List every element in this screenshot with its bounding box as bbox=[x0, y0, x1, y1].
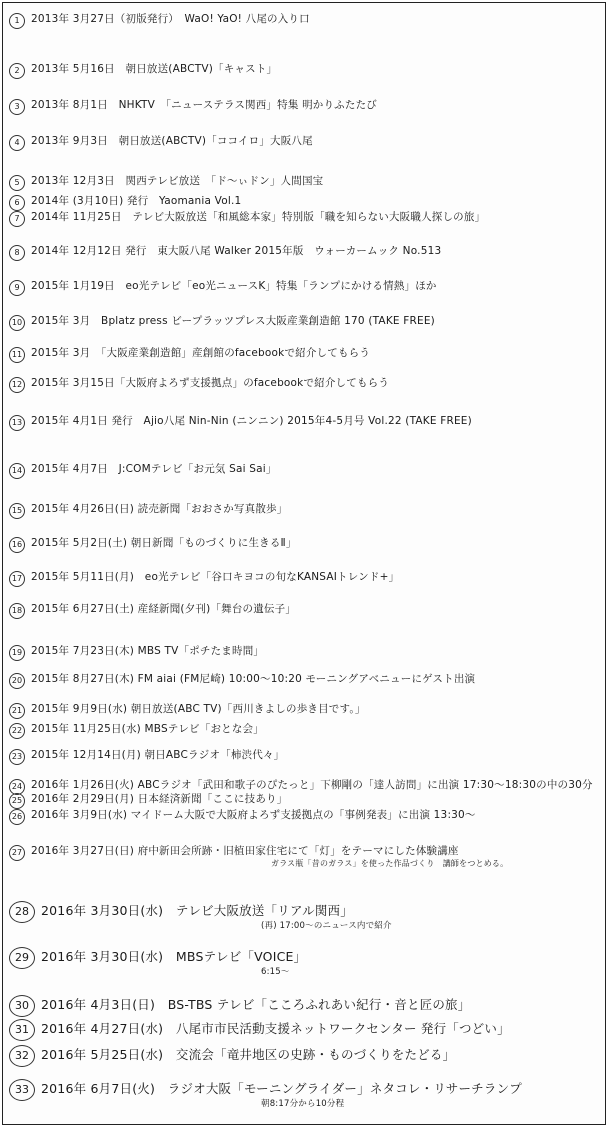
document-frame bbox=[2, 2, 606, 1125]
entry-text bbox=[31, 501, 287, 517]
entry-number: 28 bbox=[9, 901, 35, 923]
entry-text bbox=[31, 313, 435, 329]
list-item bbox=[9, 413, 472, 431]
entry-line: 2016年 1月26日(火) ABCラジオ「武田和歌子のぴたっと」下柳剛の「達人訪問」に出演 17:30〜18:30の中の30分 bbox=[31, 779, 593, 791]
entry-line: 2015年 4月1日 発行 Ajio八尾 Nin-Nin (ニンニン) 2015年4-5月号 Vol.22 (TAKE FREE) bbox=[31, 415, 472, 427]
entry-text bbox=[41, 1079, 522, 1110]
entry-note: ガラス瓶「昔のガラス」を使った作品づくり 講師をつとめる。 bbox=[271, 859, 509, 868]
entry-text bbox=[31, 747, 284, 763]
entry-line: 2015年 3月 Bplatz press ビープラッツプレス大阪産業創造館 170 (TAKE FREE) bbox=[31, 315, 435, 327]
entry-line: 2016年 2月29日(月) 日本経済新聞「ここに技あり」 bbox=[31, 793, 288, 805]
entry-text bbox=[31, 345, 370, 361]
entry-line: 2013年 5月16日 朝日放送(ABCTV)「キャスト」 bbox=[31, 63, 278, 75]
entry-number: 3 bbox=[9, 99, 25, 115]
entry-number: 11 bbox=[9, 347, 25, 363]
entry-number: 9 bbox=[9, 280, 25, 296]
entry-line: 2013年 3月27日（初版発行） WaO! YaO! 八尾の入り口 bbox=[31, 13, 310, 25]
entry-text bbox=[31, 11, 310, 27]
entry-line: 2015年 12月14日(月) 朝日ABCラジオ「柿渋代々」 bbox=[31, 749, 285, 761]
list-item bbox=[9, 1079, 522, 1110]
list-item bbox=[9, 569, 399, 587]
entry-note: 6:15〜 bbox=[261, 967, 290, 977]
entry-line: 2016年 4月27日(水) 八尾市市民活動支援ネットワークセンター 発行「つどい」 bbox=[41, 1021, 510, 1036]
entry-note: 朝8:17分から10分程 bbox=[261, 1099, 345, 1109]
entry-line: 2015年 9月9日(水) 朝日放送(ABC TV)「西川きよしの歩き目です。」 bbox=[31, 703, 366, 715]
list-item bbox=[9, 1045, 455, 1067]
entry-line: 2014年 (3月10日) 発行 Yaomania Vol.1 bbox=[31, 195, 242, 207]
entry-line: 2014年 11月25日 テレビ大阪放送「和風総本家」特別版「職を知らない大阪職人探しの旅」 bbox=[31, 211, 486, 223]
entry-text bbox=[31, 721, 264, 737]
entry-text bbox=[41, 901, 392, 932]
list-item bbox=[9, 501, 287, 519]
list-item bbox=[9, 747, 284, 765]
entry-line: 2015年 5月11日(月) eo光テレビ「谷口キヨコの旬なKANSAIトレンド+」 bbox=[31, 571, 400, 583]
entry-number: 33 bbox=[9, 1079, 35, 1101]
list-item bbox=[9, 1019, 510, 1041]
entry-line: 2015年 3月15日「大阪府よろず支援拠点」のfacebookで紹介してもらう bbox=[31, 377, 390, 389]
entry-number: 26 bbox=[9, 809, 25, 825]
list-item bbox=[9, 97, 377, 115]
entry-text bbox=[31, 601, 296, 617]
entry-number: 8 bbox=[9, 245, 25, 261]
entry-number: 2 bbox=[9, 63, 25, 79]
entry-line: 2015年 11月25日(水) MBSテレビ「おとな会」 bbox=[31, 723, 264, 735]
entry-line: 2016年 3月30日(水) MBSテレビ「VOICE」 bbox=[41, 949, 307, 964]
list-item bbox=[9, 901, 392, 932]
entry-number: 6 bbox=[9, 195, 25, 211]
entry-text bbox=[31, 569, 399, 585]
list-item bbox=[9, 133, 313, 151]
entry-number: 13 bbox=[9, 415, 25, 431]
list-item bbox=[9, 61, 277, 79]
entry-note: (再) 17:00〜のニュース内で紹介 bbox=[261, 921, 392, 931]
entry-text bbox=[41, 1019, 510, 1039]
list-item bbox=[9, 375, 389, 393]
list-item bbox=[9, 11, 310, 29]
entry-text bbox=[31, 209, 485, 225]
entry-number: 22 bbox=[9, 723, 25, 739]
entry-number: 29 bbox=[9, 947, 35, 969]
entry-number: 20 bbox=[9, 673, 25, 689]
entry-number: 17 bbox=[9, 571, 25, 587]
entry-number: 16 bbox=[9, 537, 25, 553]
entry-number: 31 bbox=[9, 1019, 35, 1041]
list-item bbox=[9, 643, 264, 661]
entry-number: 14 bbox=[9, 463, 25, 479]
entry-text bbox=[31, 97, 377, 113]
entry-text bbox=[31, 701, 366, 717]
entry-line: 2016年 3月27日(日) 府中新田会所跡・旧植田家住宅にて「灯」をテーマにした体験講座 bbox=[31, 845, 459, 857]
entry-line: 2016年 6月7日(火) ラジオ大阪「モーニングライダー」ネタコレ・リサーチランプ bbox=[41, 1081, 522, 1096]
entry-line: 2015年 6月27日(土) 産経新聞(夕刊)「舞台の遺伝子」 bbox=[31, 603, 297, 615]
list-item bbox=[9, 843, 508, 869]
entry-text bbox=[41, 947, 306, 978]
entry-line: 2015年 4月26日(日) 読売新聞「おおさか写真散歩」 bbox=[31, 503, 288, 515]
entry-number: 24 bbox=[9, 779, 25, 795]
list-item bbox=[9, 173, 323, 191]
list-item bbox=[9, 243, 441, 261]
entry-line: 2013年 8月1日 NHKTV 「ニューステラス関西」特集 明かりふたたび bbox=[31, 99, 377, 111]
entry-text bbox=[31, 243, 441, 259]
entry-line: 2015年 8月27日(木) FM aiai (FM尼崎) 10:00〜10:20 モーニングアベニューにゲスト出演 bbox=[31, 673, 476, 685]
entry-number: 23 bbox=[9, 749, 25, 765]
entry-number: 27 bbox=[9, 845, 25, 861]
entry-text bbox=[41, 995, 470, 1015]
list-item bbox=[9, 721, 264, 739]
entry-line: 2016年 4月3日(日) BS-TBS テレビ「こころふれあい紀行・音と匠の旅」 bbox=[41, 997, 471, 1012]
entry-line: 2013年 9月3日 朝日放送(ABCTV)「ココイロ」大阪八尾 bbox=[31, 135, 313, 147]
entry-number: 15 bbox=[9, 503, 25, 519]
list-item bbox=[9, 345, 370, 363]
entry-number: 19 bbox=[9, 645, 25, 661]
entry-text bbox=[31, 413, 472, 429]
entry-line: 2015年 7月23日(木) MBS TV「ポチたま時間」 bbox=[31, 645, 265, 657]
entry-line: 2016年 3月9日(水) マイドーム大阪で大阪府よろず支援拠点の「事例発表」に出演 13:30〜 bbox=[31, 809, 476, 821]
entry-text bbox=[31, 535, 297, 551]
entry-line: 2013年 12月3日 関西テレビ放送 「ド〜ぃドン」人間国宝 bbox=[31, 175, 324, 187]
list-item bbox=[9, 947, 306, 978]
entry-line: 2014年 12月12日 発行 東大阪八尾 Walker 2015年版 ウォーカームック No.513 bbox=[31, 245, 442, 257]
entry-number: 7 bbox=[9, 211, 25, 227]
list-item bbox=[9, 278, 437, 296]
entry-text bbox=[31, 671, 475, 687]
entry-text bbox=[31, 61, 277, 77]
entry-line: 2015年 4月7日 J:COMテレビ「お元気 Sai Sai」 bbox=[31, 463, 277, 475]
entry-line: 2015年 3月 「大阪産業創造館」産創館のfacebookで紹介してもらう bbox=[31, 347, 371, 359]
list-item bbox=[9, 601, 296, 619]
entry-number: 21 bbox=[9, 703, 25, 719]
entry-number: 10 bbox=[9, 315, 25, 331]
entry-text bbox=[31, 643, 264, 659]
entry-number: 5 bbox=[9, 175, 25, 191]
entry-text bbox=[31, 278, 437, 294]
entry-line: 2016年 5月25日(水) 交流会「竜井地区の史跡・ものづくりをたどる」 bbox=[41, 1047, 456, 1062]
entry-number: 1 bbox=[9, 13, 25, 29]
list-item bbox=[9, 701, 366, 719]
entry-line: 2015年 5月2日(土) 朝日新聞「ものづくりに生きるⅡ」 bbox=[31, 537, 297, 549]
entry-text bbox=[31, 193, 241, 209]
entry-line: 2015年 1月19日 eo光テレビ「eo光ニュースK」特集「ランプにかける情熱」ほか bbox=[31, 280, 437, 292]
entry-number: 12 bbox=[9, 377, 25, 393]
list-item bbox=[9, 807, 476, 825]
entry-number: 4 bbox=[9, 135, 25, 151]
entry-text bbox=[31, 791, 287, 807]
entry-number: 25 bbox=[9, 793, 25, 809]
entry-line: 2016年 3月30日(水) テレビ大阪放送「リアル関西」 bbox=[41, 903, 353, 918]
entry-text bbox=[31, 461, 277, 477]
entry-text bbox=[31, 375, 389, 391]
entry-text bbox=[31, 133, 313, 149]
entry-text bbox=[31, 173, 323, 189]
entry-number: 30 bbox=[9, 995, 35, 1017]
entry-text bbox=[41, 1045, 455, 1065]
entry-number: 32 bbox=[9, 1045, 35, 1067]
list-item bbox=[9, 313, 435, 331]
list-item bbox=[9, 461, 277, 479]
entry-list bbox=[3, 3, 605, 1124]
entry-text bbox=[31, 843, 508, 869]
list-item bbox=[9, 535, 297, 553]
entry-number: 18 bbox=[9, 603, 25, 619]
list-item bbox=[9, 209, 485, 227]
list-item bbox=[9, 995, 470, 1017]
list-item bbox=[9, 671, 475, 689]
entry-text bbox=[31, 807, 476, 823]
